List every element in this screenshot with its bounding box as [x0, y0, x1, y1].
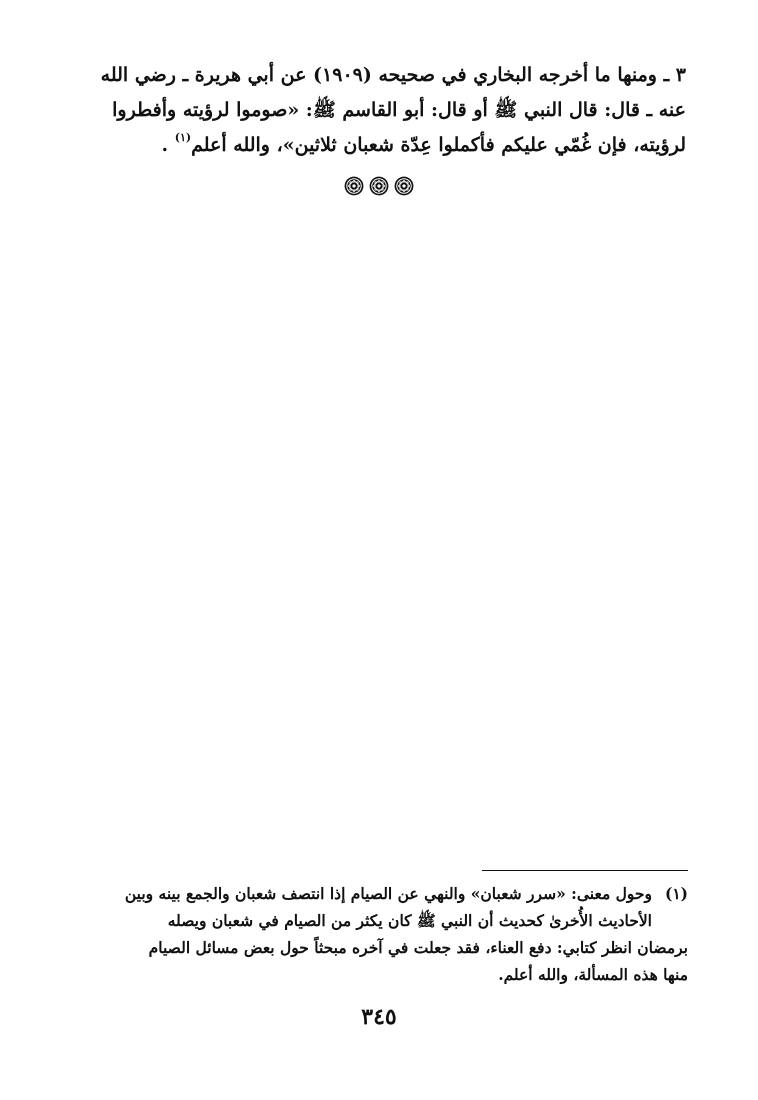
rosette-icon [344, 176, 364, 196]
section-divider-ornaments [0, 176, 758, 196]
footnote-line: منها هذه المسألة، والله أعلم. [498, 965, 688, 984]
footnote-separator [482, 870, 688, 871]
footnote-row [78, 934, 688, 961]
footnote-line: الأحاديث الأُخرىٰ كحديث أن النبي ﷺ كان يكثر من الصيام في شعبان ويصله [167, 911, 652, 930]
footnote-line: برمضان انظر كتابي: دفع العناء، فقد جعلت في آخره مبحثاً حول بعض مسائل الصيام [148, 938, 688, 957]
main-text-block [78, 58, 686, 163]
text-line-content: لرؤيته، فإن غُمّي عليكم فأكملوا عِدّة شعبان ثلاثين»، والله أعلم [191, 134, 686, 156]
page-number: ٣٤٥ [361, 1004, 397, 1030]
footnote-reference[interactable]: (١) [174, 131, 192, 144]
footnote-number-spacer [652, 907, 688, 934]
footnote [78, 880, 688, 988]
footnote-line: وحول معنى: «سرر شعبان» والنهي عن الصيام إذا انتصف شعبان والجمع بينه وبين [124, 884, 652, 903]
rosette-icon [394, 176, 414, 196]
footnote-row [78, 880, 688, 907]
footnote-row [78, 907, 688, 934]
footnote-row [78, 961, 688, 988]
rosette-icon [369, 176, 389, 196]
sentence-end-period: . [161, 134, 169, 156]
footnote-number: (١) [664, 884, 688, 903]
text-line [78, 128, 686, 163]
text-line: عنه ـ قال: قال النبي ﷺ أو قال: أبو القاسم ﷺ: «صوموا لرؤيته وأفطروا [112, 99, 686, 121]
text-line: ٣ ـ ومنها ما أخرجه البخاري في صحيحه (١٩٠٩) عن أبي هريرة ـ رضي الله [100, 64, 686, 86]
